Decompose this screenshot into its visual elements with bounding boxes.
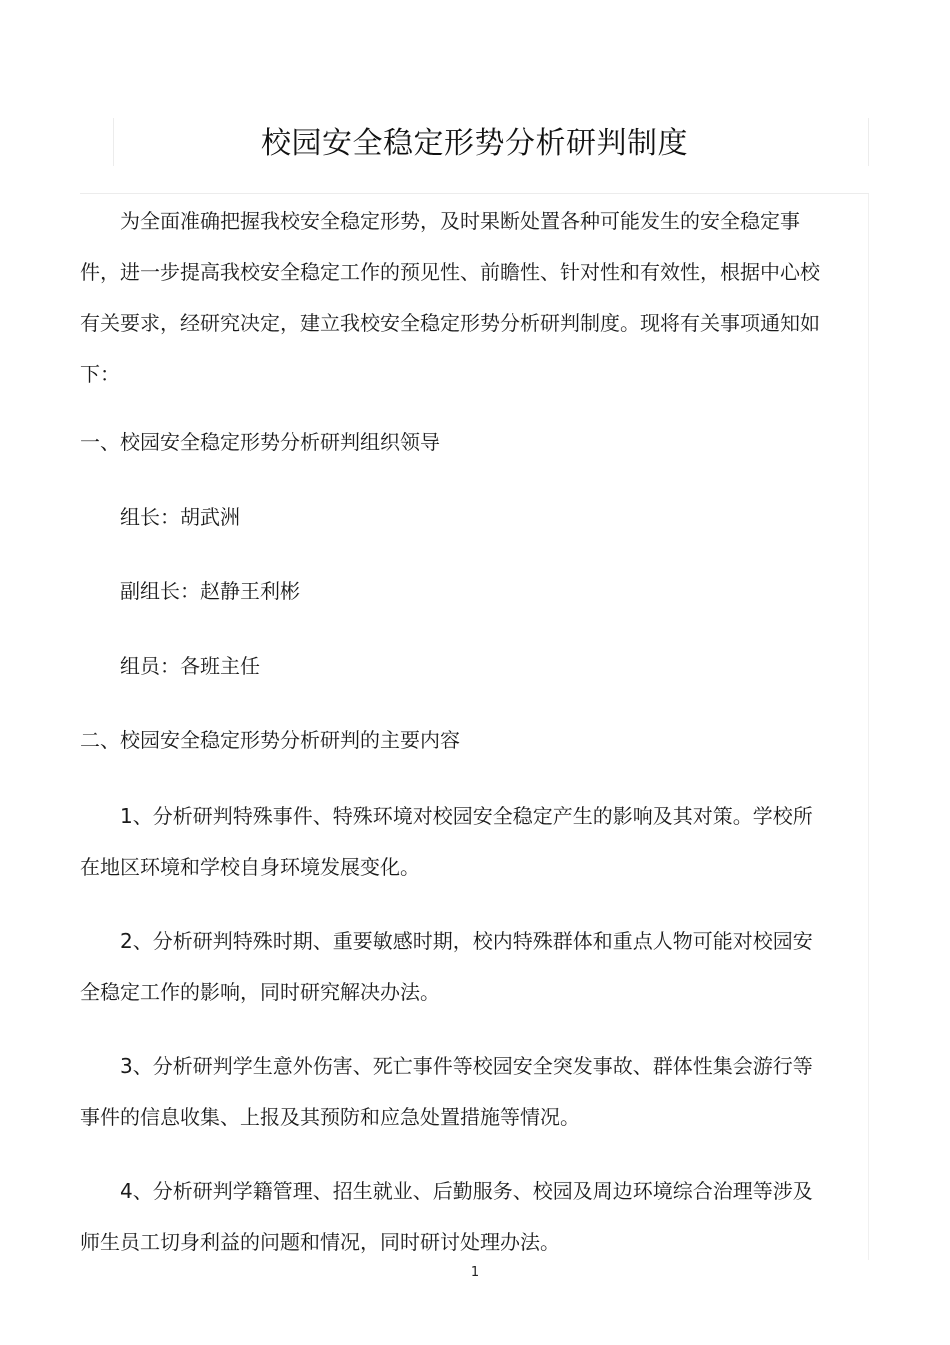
document-title: 校园安全稳定形势分析研判制度 [261,126,688,161]
divider [80,193,869,194]
members-line: 组员：各班主任 [120,654,260,678]
deputy-leader-line: 副组长：赵静王利彬 [120,579,300,603]
intro-paragraph: 为全面准确把握我校安全稳定形势，及时果断处置各种可能发生的安全稳定事件，进一步提高我校安全稳定工作的预见性、前瞻性、针对性和有效性，根据中心校有关要求，经研究决定，建立我校安全稳定形势分析研判制度。现将有关事项通知如下： [80,209,820,386]
content-item: 4、分析研判学籍管理、招生就业、后勤服务、校园及周边环境综合治理等涉及师生员工切身利益的问题和情况，同时研讨处理办法。 [80,1179,813,1254]
leader-line: 组长：胡武洲 [120,505,240,529]
content-item: 1、分析研判特殊事件、特殊环境对校园安全稳定产生的影响及其对策。学校所在地区环境和学校自身环境发展变化。 [80,804,813,879]
section-heading-1: 一、校园安全稳定形势分析研判组织领导 [80,430,440,454]
page-number: 1 [470,1265,480,1280]
content-item: 2、分析研判特殊时期、重要敏感时期，校内特殊群体和重点人物可能对校园安全稳定工作的影响，同时研究解决办法。 [80,929,813,1004]
frame-line [868,194,869,1260]
content-item: 3、分析研判学生意外伤害、死亡事件等校园安全突发事故、群体性集会游行等事件的信息收集、上报及其预防和应急处置措施等情况。 [80,1054,813,1129]
section-heading-2: 二、校园安全稳定形势分析研判的主要内容 [80,728,460,752]
